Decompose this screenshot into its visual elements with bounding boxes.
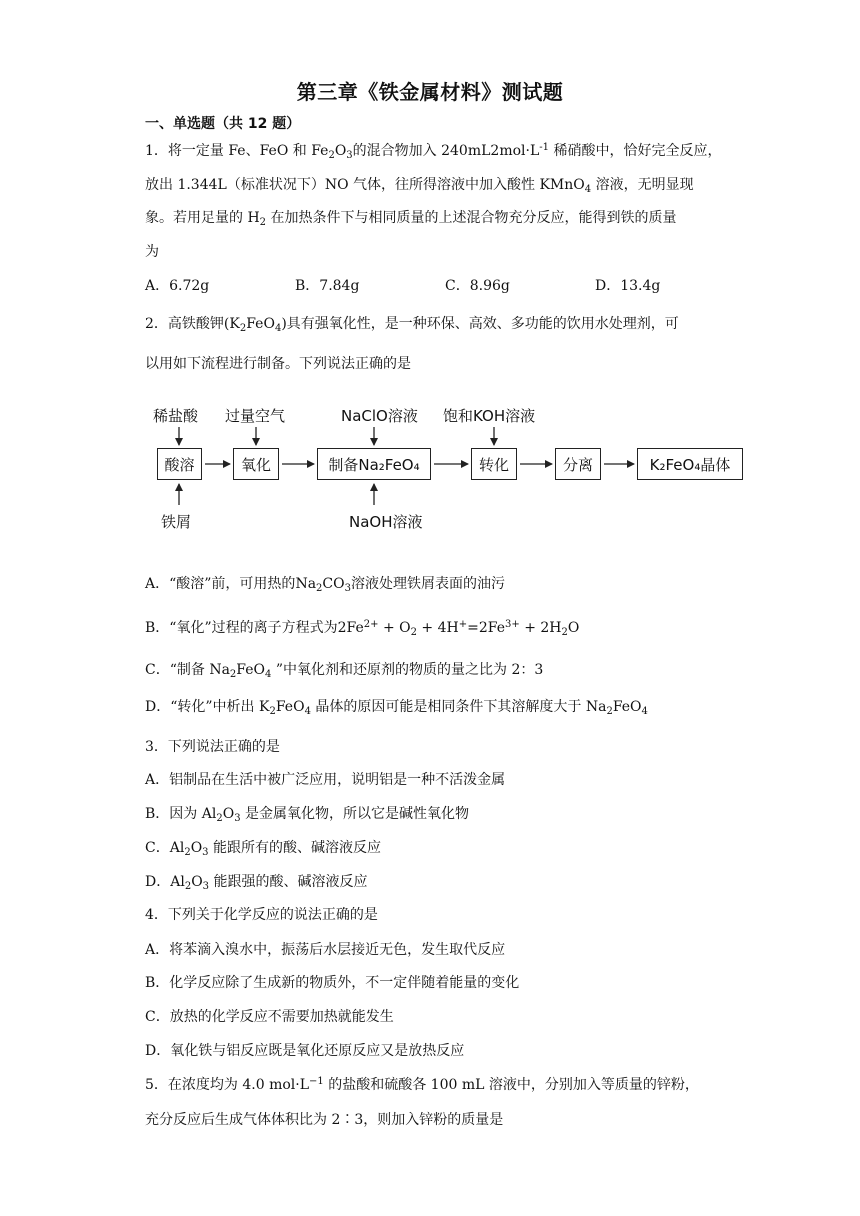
flow-box-prepare-na2feo4: 制备Na₂FeO₄	[317, 448, 431, 480]
q2-option-d: D．“转化”中析出 $K_2FeO_4$ 晶体的原因可能是相同条件下其溶解度大于 $Na_2FeO_4$	[145, 699, 648, 717]
q1-option-b: B．7.84g	[295, 278, 360, 294]
q5-line-2: 充分反应后生成气体体积比为 2∶3，则加入锌粉的质量是	[145, 1112, 504, 1128]
flow-label-iron-filings: 铁屑	[161, 513, 192, 531]
section-heading: 一、单选题（共 12 题）	[145, 116, 301, 132]
q2-option-b: B．“氧化”过程的离子方程式为$2Fe^{2+} + O_2 + 4H^+=2Fe^{3+} + 2H_2O$	[145, 619, 580, 638]
q4-option-c: C．放热的化学反应不需要加热就能发生	[145, 1009, 394, 1025]
q4-stem: 4．下列关于化学反应的说法正确的是	[145, 907, 378, 923]
q2-option-a: A．“酸溶”前，可用热的$Na_2CO_3$溶液处理铁屑表面的油污	[145, 576, 505, 594]
flow-label-naoh-solution: NaOH溶液	[349, 513, 423, 531]
flow-arrows	[145, 395, 755, 535]
page-title: 第三章《铁金属材料》测试题	[296, 80, 564, 104]
q3-stem: 3．下列说法正确的是	[145, 739, 280, 755]
process-flow-diagram	[145, 395, 755, 535]
flow-box-separation: 分离	[555, 448, 601, 480]
q1-line-2: 放出 1.344L（标准状况下）NO 气体，往所得溶液中加入酸性 KMnO$_4$ 溶液，无明显现	[145, 177, 694, 195]
q2-option-c: C．“制备 $Na_2FeO_4$ ”中氧化剂和还原剂的物质的量之比为 2：3	[145, 662, 544, 680]
q2-line-1: 2．高铁酸钾$(K_2FeO_4)$具有强氧化性，是一种环保、高效、多功能的饮用水处理剂，可	[145, 316, 679, 334]
flow-box-k2feo4-crystal: K₂FeO₄晶体	[637, 448, 743, 480]
q2-line-2: 以用如下流程进行制备。下列说法正确的是	[145, 356, 411, 372]
q3-option-b: B．因为 $Al_2O_3$ 是金属氧化物，所以它是碱性氧化物	[145, 806, 470, 824]
q1-option-d: D．13.4g	[595, 278, 661, 294]
q1-option-a: A．6.72g	[145, 278, 210, 294]
q5-line-1: 5．在浓度均为 4.0 $mol\cdot L^{-1}$ 的盐酸和硫酸各 100 mL 溶液中，分别加入等质量的锌粉，	[145, 1076, 699, 1093]
q1-option-c: C．8.96g	[445, 278, 510, 294]
flow-box-acid-dissolve: 酸溶	[157, 448, 202, 480]
q1-line-1: 1．将一定量 Fe、FeO 和 $Fe_2O_3$的混合物加入 $240mL2mol\cdot L^{-1}$ 稀硝酸中，恰好完全反应，	[145, 142, 722, 161]
flow-box-conversion: 转化	[471, 448, 517, 480]
q3-option-c: C．$Al_2O_3$ 能跟所有的酸、碱溶液反应	[145, 840, 381, 858]
q3-option-d: D．$Al_2O_3$ 能跟强的酸、碱溶液反应	[145, 874, 368, 892]
flow-label-dilute-hcl: 稀盐酸	[153, 407, 199, 425]
q3-option-a: A．铝制品在生活中被广泛应用，说明铝是一种不活泼金属	[145, 772, 506, 788]
q1-line-4: 为	[145, 244, 159, 260]
q4-option-b: B．化学反应除了生成新的物质外，不一定伴随着能量的变化	[145, 975, 520, 991]
q1-line-3: 象。若用足量的 $H_2$ 在加热条件下与相同质量的上述混合物充分反应，能得到铁的质量	[145, 210, 677, 228]
flow-label-koh-solution: 饱和KOH溶液	[443, 407, 536, 425]
flow-label-naclo-solution: NaClO溶液	[341, 407, 418, 425]
flow-box-oxidation: 氧化	[233, 448, 279, 480]
q4-option-a: A．将苯滴入溴水中，振荡后水层接近无色，发生取代反应	[145, 942, 506, 958]
flow-label-excess-air: 过量空气	[225, 407, 286, 425]
q4-option-d: D．氧化铁与铝反应既是氧化还原反应又是放热反应	[145, 1043, 465, 1059]
